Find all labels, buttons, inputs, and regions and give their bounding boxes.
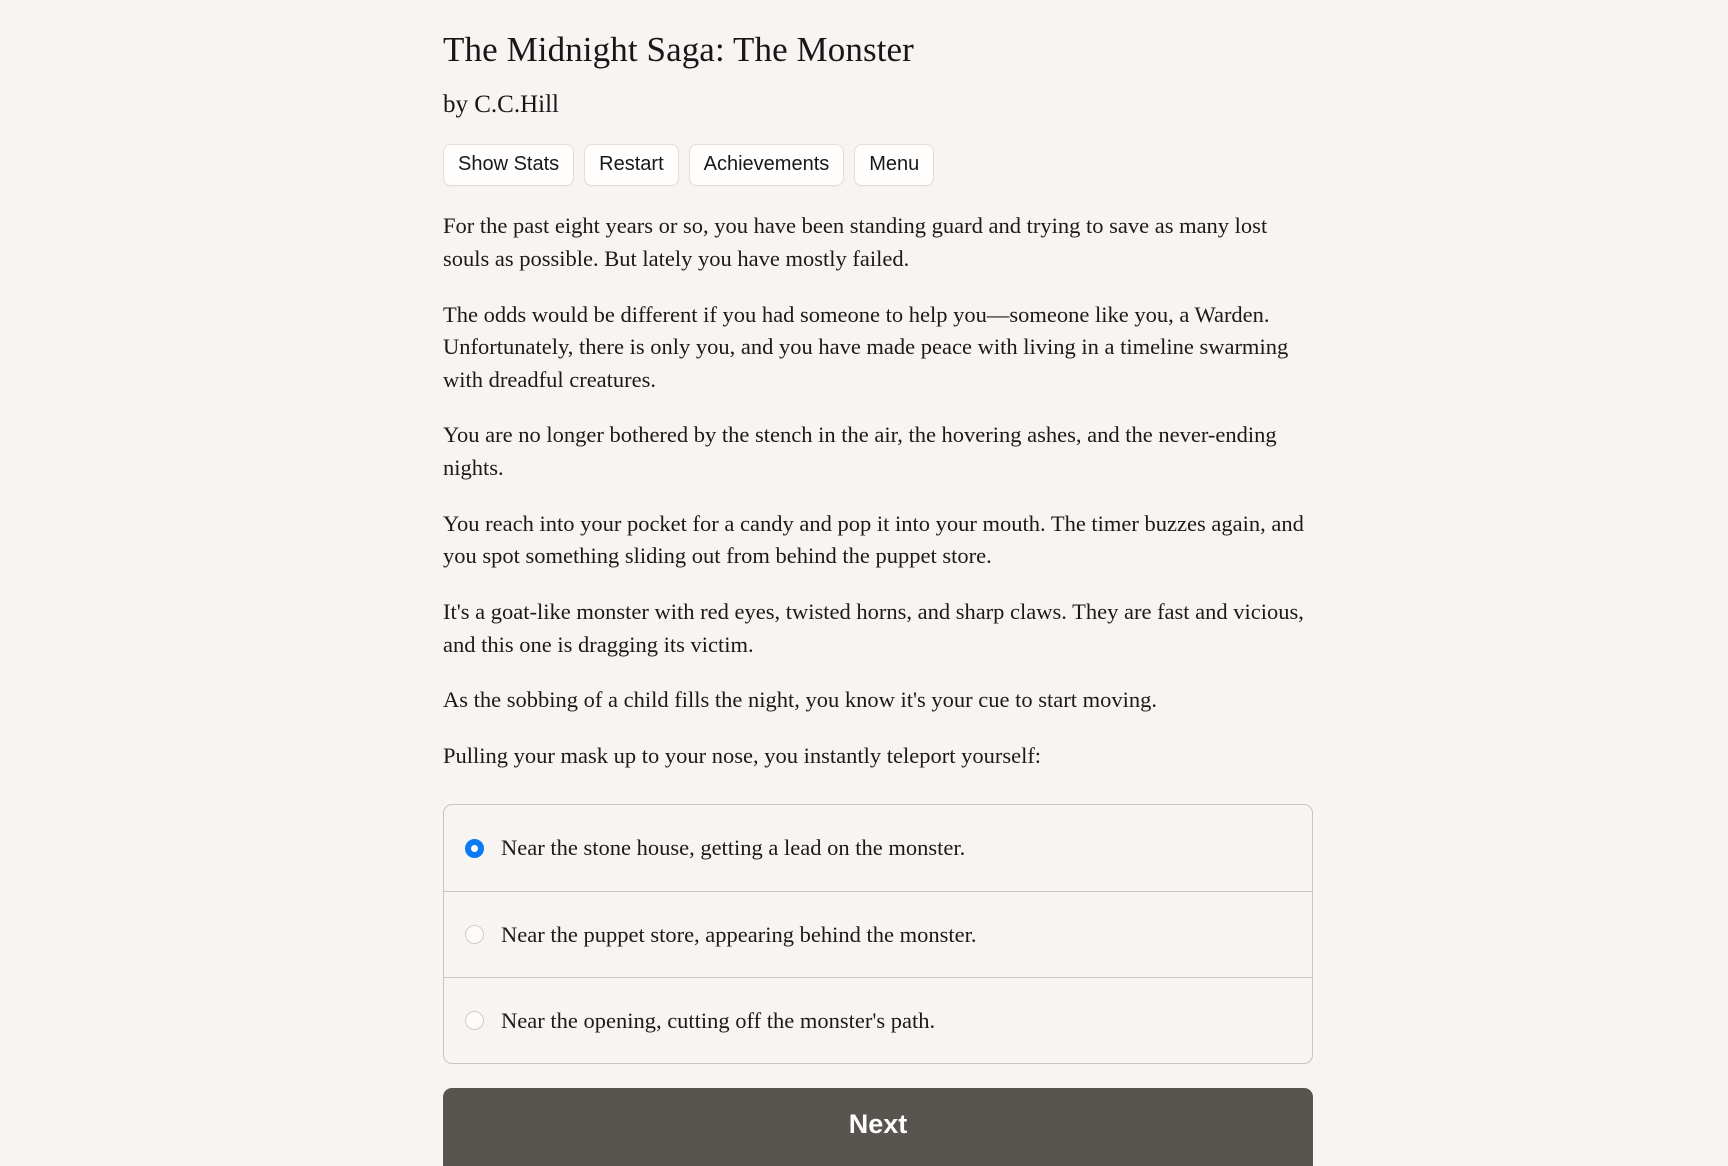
restart-button[interactable]: Restart: [584, 144, 678, 186]
choice-option[interactable]: [444, 978, 1312, 1063]
story-paragraph: You reach into your pocket for a candy and pop it into your mouth. The timer buzzes again, and you spot something sliding out from behind the puppet store.: [443, 510, 1304, 569]
choice-list: [443, 804, 1313, 1064]
story-text: [443, 210, 1315, 772]
choice-label: Near the stone house, getting a lead on the monster.: [501, 835, 966, 861]
story-column: [443, 0, 1315, 1166]
menu-button[interactable]: Menu: [854, 144, 934, 186]
choice-option[interactable]: [444, 805, 1312, 891]
story-paragraph: As the sobbing of a child fills the night, you know it's your cue to start moving.: [443, 687, 1157, 713]
radio-icon-selected[interactable]: [465, 839, 484, 858]
story-paragraph: You are no longer bothered by the stench in the air, the hovering ashes, and the never-ending nights.: [443, 422, 1277, 480]
achievements-button[interactable]: Achievements: [689, 144, 845, 186]
radio-icon[interactable]: [465, 1011, 484, 1030]
next-button[interactable]: Next: [443, 1088, 1313, 1166]
page-title: The Midnight Saga: The Monster: [443, 30, 914, 69]
story-prompt: Pulling your mask up to your nose, you instantly teleport yourself:: [443, 742, 1042, 768]
choice-label: Near the opening, cutting off the monster's path.: [501, 1007, 936, 1033]
story-paragraph: It's a goat-like monster with red eyes, twisted horns, and sharp claws. They are fast and vicious, and this one is dragging its victim.: [443, 598, 1304, 657]
story-paragraph: The odds would be different if you had someone to help you—someone like you, a Warden. Unfortunately, there is only you, and you have made peace with living in a timeline swarming with dreadful creatures.: [443, 301, 1289, 392]
choice-label: Near the puppet store, appearing behind the monster.: [501, 921, 977, 947]
story-byline: by C.C.Hill: [443, 90, 559, 118]
toolbar: [443, 144, 1315, 186]
show-stats-button[interactable]: Show Stats: [443, 144, 574, 186]
story-paragraph: For the past eight years or so, you have been standing guard and trying to save as many lost souls as possible. But lately you have mostly failed.: [443, 213, 1268, 271]
choice-option[interactable]: [444, 892, 1312, 978]
radio-icon[interactable]: [465, 925, 484, 944]
